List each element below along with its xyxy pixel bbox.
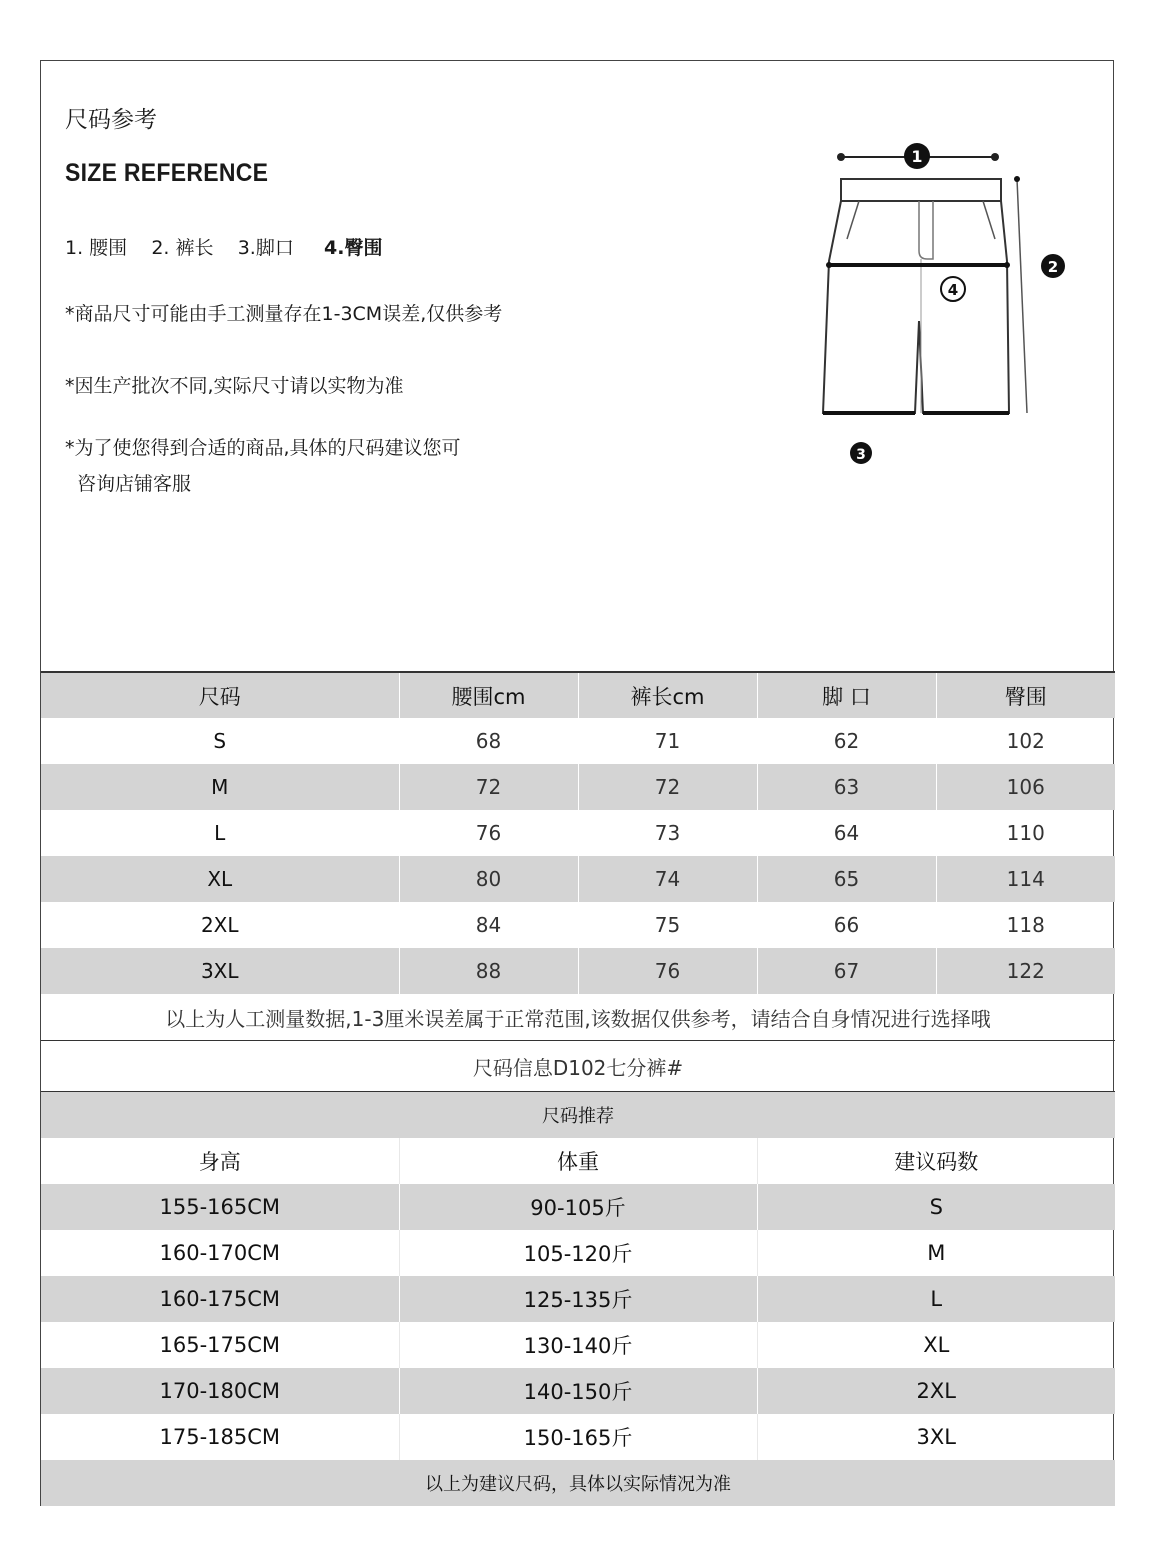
cell-hem: 64 [757,810,936,856]
size-table-note-row [41,994,1115,1041]
cell-length: 75 [578,902,757,948]
cell-size: 2XL [200,913,239,937]
size-recommendation-table [41,1092,1115,1506]
cell-hip: 106 [936,764,1115,810]
pants-measure-diagram [811,141,1091,471]
header-suggested-size: 建议码数 [757,1138,1115,1184]
note-consult-service: *为了使您得到合适的商品,具体的尺码建议您可 [65,437,461,459]
measure-list [65,233,382,260]
recommend-footer: 以上为建议尺码，具体以实际情况为准 [41,1460,1115,1506]
marker-3-icon [850,442,872,464]
cell-hip: 118 [936,902,1115,948]
cell-length: 73 [578,810,757,856]
svg-text:1: 1 [911,147,923,166]
cell-length: 71 [578,718,757,764]
header-hem: 脚 口 [757,672,936,718]
cell-suggested-size: XL [757,1322,1115,1368]
cell-waist: 68 [399,718,578,764]
cell-suggested-size: M [757,1230,1115,1276]
size-reference-intro [41,61,1115,672]
cell-height: 175-185CM [159,1425,281,1449]
cell-height: 155-165CM [41,1184,399,1230]
header-length: 裤长cm [578,672,757,718]
note-measurement-error: *商品尺寸可能由手工测量存在1-3CM误差,仅供参考 [65,303,503,325]
cell-weight: 130-140斤 [399,1322,757,1368]
measure-waist: 1. 腰围 [65,237,128,259]
table-row [41,856,1115,902]
cell-waist: 72 [399,764,578,810]
table-row [41,948,1115,994]
recommend-caption-row [41,1092,1115,1138]
cell-length: 74 [578,856,757,902]
cell-height: 165-175CM [159,1333,281,1357]
cell-hip: 110 [936,810,1115,856]
cell-size: 3XL [41,948,399,994]
header-height: 身高 [198,1150,241,1174]
note-batch-difference: *因生产批次不同,实际尺寸请以实物为准 [65,375,404,397]
product-title: 尺码信息D102七分裤# [41,1041,1115,1093]
cell-weight: 140-150斤 [399,1368,757,1414]
header-waist: 腰围cm [399,672,578,718]
cell-hem: 66 [757,902,936,948]
cell-size: M [41,764,399,810]
table-row [41,1230,1115,1276]
cell-height: 160-175CM [41,1276,399,1322]
cell-suggested-size: 2XL [757,1368,1115,1414]
cell-weight: 150-165斤 [399,1414,757,1460]
recommend-header [41,1138,1115,1184]
size-table-note: 以上为人工测量数据,1-3厘米误差属于正常范围,该数据仅供参考，请结合自身情况进行选择哦 [41,994,1115,1041]
cell-waist: 80 [399,856,578,902]
table-row [41,1184,1115,1230]
cell-length: 76 [578,948,757,994]
cell-hip: 114 [936,856,1115,902]
cell-length: 72 [578,764,757,810]
section-title-zh: 尺码参考 [65,107,157,133]
table-row [41,764,1115,810]
cell-waist: 76 [399,810,578,856]
size-chart-card [40,60,1114,1506]
product-title-row [41,1041,1115,1093]
svg-text:4: 4 [947,281,959,299]
cell-size: L [214,821,226,845]
cell-height: 170-180CM [41,1368,399,1414]
measure-hip: 4.臀围 [324,237,383,259]
cell-hem: 63 [757,764,936,810]
size-table [41,671,1115,1093]
table-row [41,902,1115,948]
marker-4-icon [941,277,965,301]
cell-weight: 90-105斤 [399,1184,757,1230]
cell-weight: 125-135斤 [399,1276,757,1322]
cell-hip: 122 [936,948,1115,994]
table-row [41,718,1115,764]
cell-waist: 84 [399,902,578,948]
svg-text:2: 2 [1047,258,1059,276]
cell-size: XL [41,856,399,902]
cell-suggested-size: S [757,1184,1115,1230]
cell-hip: 102 [936,718,1115,764]
cell-waist: 88 [399,948,578,994]
marker-1-icon [904,143,930,169]
svg-text:3: 3 [856,447,866,463]
cell-hem: 67 [757,948,936,994]
measure-hem: 3.脚口 [237,237,294,259]
measure-length: 2. 裤长 [151,237,214,259]
table-row [41,1368,1115,1414]
table-row [41,810,1115,856]
cell-hem: 65 [757,856,936,902]
cell-weight: 105-120斤 [399,1230,757,1276]
cell-height: 160-170CM [159,1241,281,1265]
header-weight: 体重 [399,1138,757,1184]
recommend-caption: 尺码推荐 [41,1092,1115,1138]
cell-size: S [213,729,227,753]
table-row [41,1276,1115,1322]
size-table-header [41,672,1115,718]
note-consult-service-cont: 咨询店铺客服 [77,473,192,495]
table-row [41,1322,1115,1368]
table-row [41,1414,1115,1460]
marker-2-icon [1041,254,1065,278]
recommend-footer-row [41,1460,1115,1506]
cell-suggested-size: L [757,1276,1115,1322]
cell-hem: 62 [757,718,936,764]
header-hip: 臀围 [936,672,1115,718]
header-size: 尺码 [41,672,399,718]
section-title-en: SIZE REFERENCE [65,159,269,187]
cell-suggested-size: 3XL [757,1414,1115,1460]
